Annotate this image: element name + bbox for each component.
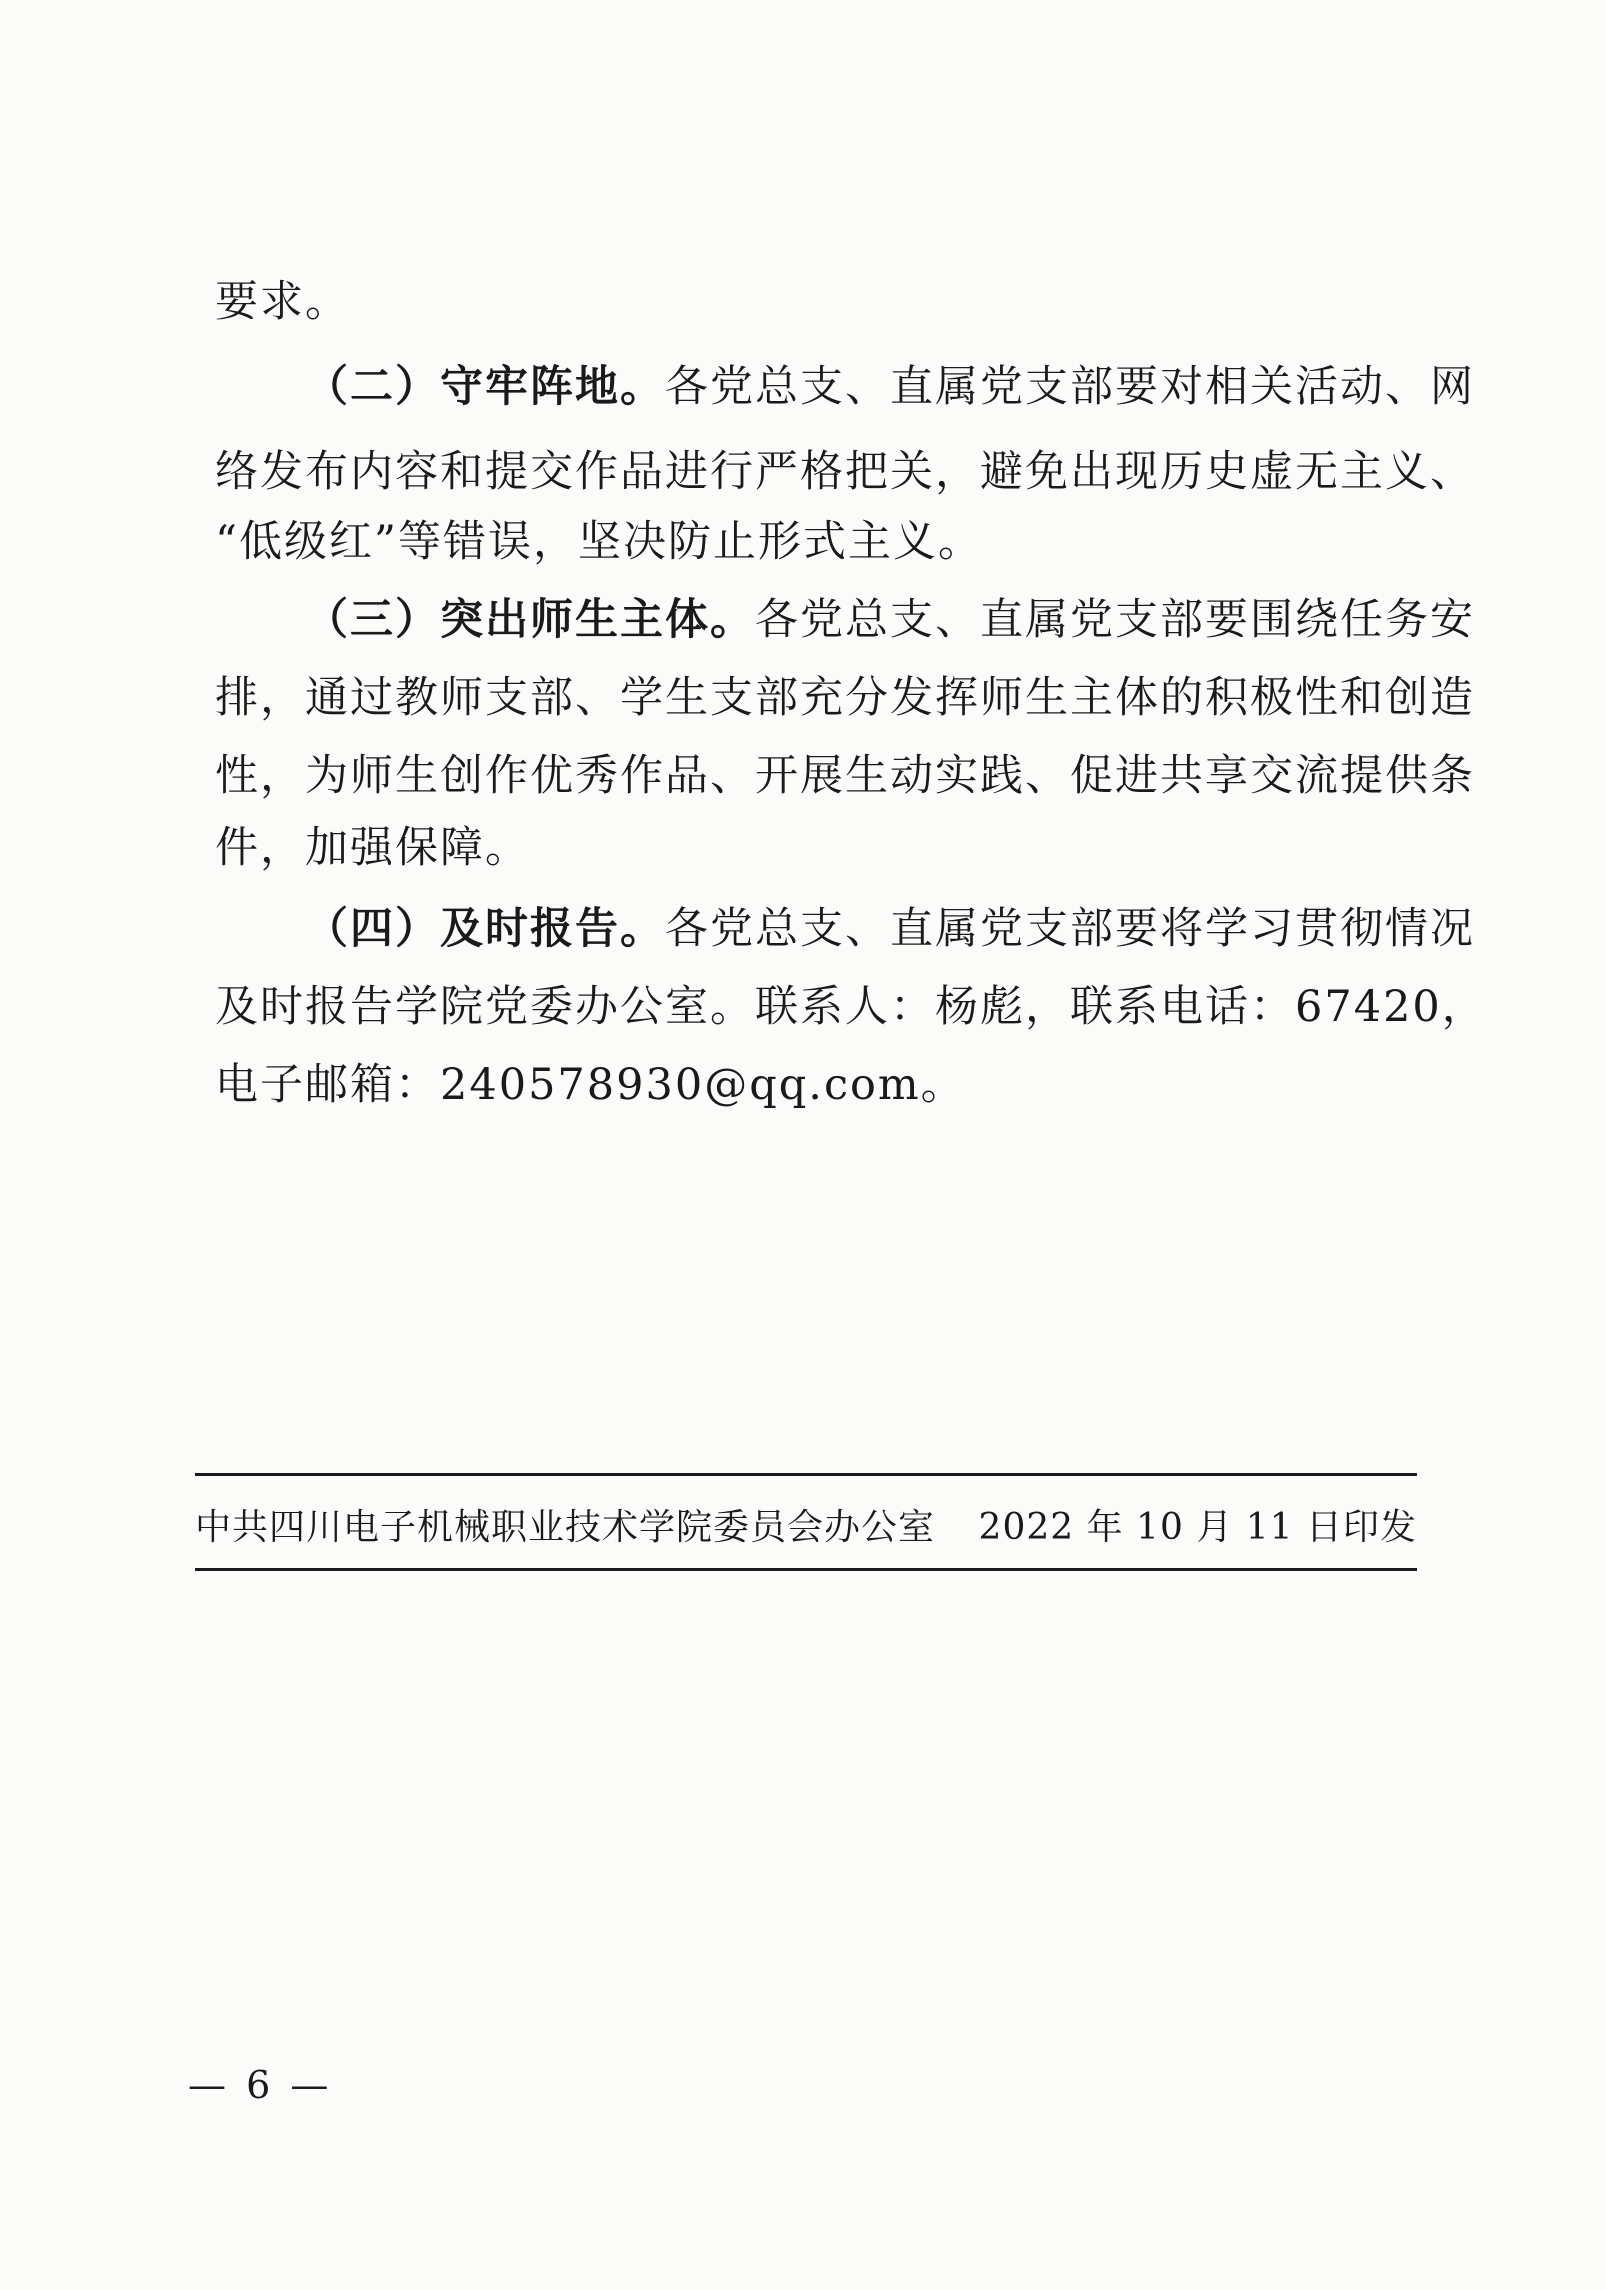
item4-text: 各党总支、直属党支部要将学习贯彻情况 [665,904,1475,954]
paragraph-line: 件，加强保障。 [215,823,530,873]
item2-text: 各党总支、直属党支部要对相关活动、网 [665,362,1475,412]
item2-heading: （二）守牢阵地。 [305,362,665,412]
item3-text: 各党总支、直属党支部要围绕任务安 [755,595,1475,645]
item4-first-line [305,899,1475,959]
paragraph-line: 络发布内容和提交作品进行严格把关，避免出现历史虚无主义、 [215,447,1475,497]
paragraph-line: “低级红”等错误，坚决防止形式主义。 [215,517,983,567]
paragraph-line: 电子邮箱：240578930@qq.com。 [215,1060,966,1110]
item3-first-line [305,590,1475,650]
issuance-footer [195,1498,1417,1558]
item3-heading: （三）突出师生主体。 [305,595,755,645]
issue-date: 2022 年 10 月 11 日印发 [978,1507,1417,1548]
item4-heading: （四）及时报告。 [305,904,665,954]
issuer-name: 中共四川电子机械职业技术学院委员会办公室 [195,1507,936,1548]
paragraph-line: 及时报告学院党委办公室。联系人：杨彪，联系电话：67420， [215,982,1487,1032]
footer-top-rule [195,1473,1417,1476]
paragraph-line: 要求。 [215,277,350,327]
footer-bottom-rule [195,1568,1417,1571]
paragraph-line: 性，为师生创作优秀作品、开展生动实践、促进共享交流提供条 [215,751,1475,801]
item2-first-line [305,357,1475,417]
page-number: — 6 — [188,2063,333,2107]
paragraph-line: 排，通过教师支部、学生支部充分发挥师生主体的积极性和创造 [215,673,1475,723]
